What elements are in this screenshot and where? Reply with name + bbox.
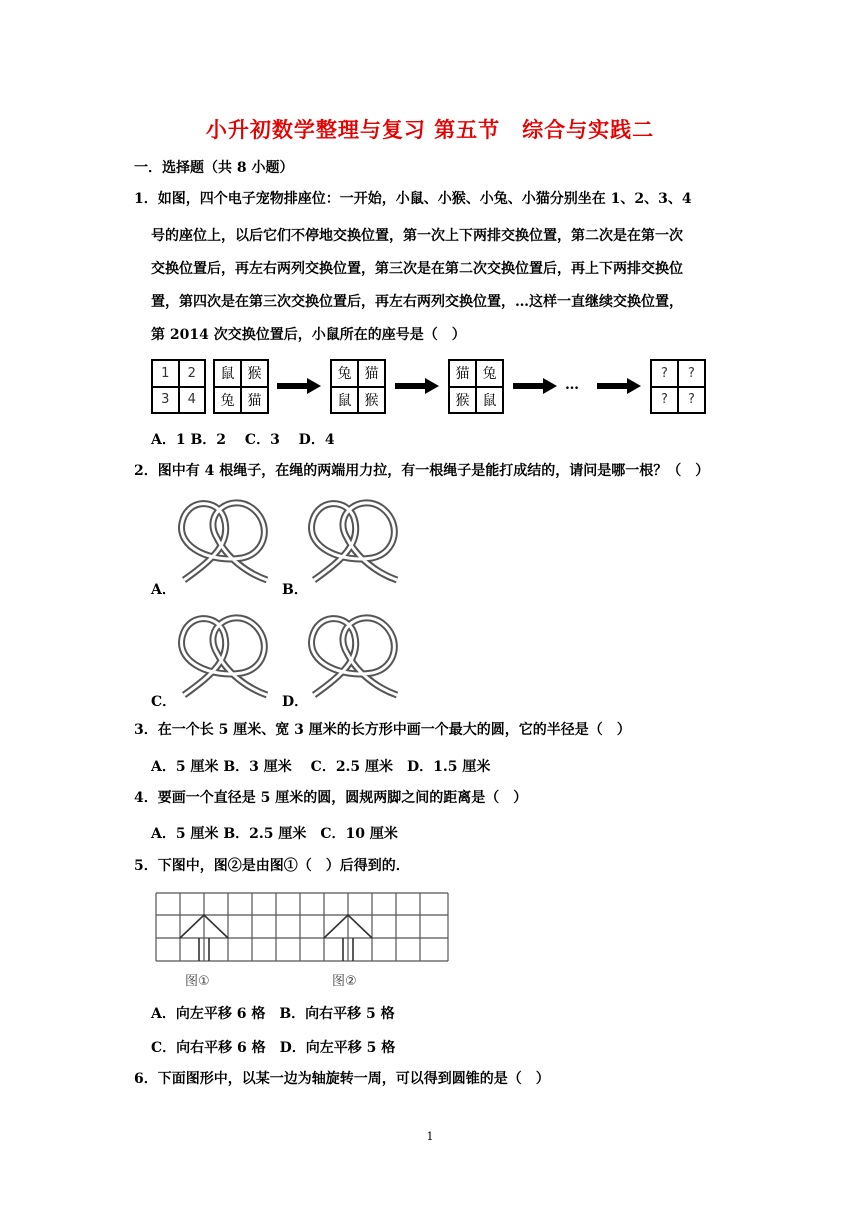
seat-grid-swap-1 (330, 359, 386, 414)
right-arrow-icon (277, 378, 321, 394)
q5-options-row-2: C．向右平移 6 格 D．向左平移 5 格 (151, 1040, 396, 1056)
rope-knot-c-icon (172, 603, 277, 703)
q1-line-1: 1．如图，四个电子宠物排座位：一开始，小鼠、小猴、小兔、小猫分别坐在 1、2、3、4 (134, 191, 692, 207)
q2-label-d: D． (282, 694, 309, 710)
page-title: 小升初数学整理与复习 第五节 综合与实践二 (205, 117, 655, 142)
seat-cell: 兔 (214, 387, 241, 414)
q1-line-3: 交换位置后，再左右两列交换位置，第三次是在第二次交换位置后，再上下两排交换位 (151, 261, 683, 277)
seat-cell: 鼠 (214, 360, 241, 387)
seat-cell: 3 (152, 387, 179, 414)
rope-knot-d-icon (302, 603, 407, 703)
q1-line-2: 号的座位上，以后它们不停地交换位置，第一次上下两排交换位置，第二次是在第一次 (151, 228, 683, 244)
seat-cell: 兔 (476, 360, 503, 387)
seat-cell: 猴 (241, 360, 268, 387)
seat-cell: ? (678, 387, 705, 414)
page-number: 1 (426, 1130, 434, 1143)
q3-options: A．5 厘米 B．3 厘米 C．2.5 厘米 D．1.5 厘米 (151, 759, 491, 775)
q2-label-c: C． (151, 694, 177, 710)
section-heading: 一．选择题（共 8 小题） (134, 160, 294, 176)
seat-cell: 1 (152, 360, 179, 387)
right-arrow-icon (513, 378, 557, 394)
q3-text: 3．在一个长 5 厘米、宽 3 厘米的长方形中画一个最大的圆，它的半径是（ ） (134, 722, 631, 738)
rope-knot-b-icon (302, 488, 407, 588)
rope-knot-a-icon (172, 488, 277, 588)
seat-cell: 猴 (449, 387, 476, 414)
q6-text: 6．下面图形中，以某一边为轴旋转一周，可以得到圆锥的是（ ） (134, 1071, 550, 1087)
right-arrow-icon (395, 378, 439, 394)
seat-grid-swap-2 (448, 359, 504, 414)
seat-cell: ? (678, 360, 705, 387)
q4-text: 4．要画一个直径是 5 厘米的圆，圆规两脚之间的距离是（ ） (134, 790, 528, 806)
q1-line-4: 置，第四次是在第三次交换位置后，再左右两列交换位置，…这样一直继续交换位置， (151, 294, 683, 310)
seat-cell: 猫 (241, 387, 268, 414)
seat-cell: 2 (179, 360, 206, 387)
ellipsis: … (565, 377, 579, 393)
seat-grid-initial (213, 359, 269, 414)
seat-cell: 鼠 (476, 387, 503, 414)
seat-cell: 猫 (449, 360, 476, 387)
q4-options: A．5 厘米 B．2.5 厘米 C．10 厘米 (151, 826, 398, 842)
q2-label-a: A． (151, 582, 176, 598)
figure-1-label: 图① (185, 974, 210, 989)
q5-options-row-1: A．向左平移 6 格 B．向右平移 5 格 (151, 1006, 395, 1022)
q2-text: 2．图中有 4 根绳子，在绳的两端用力拉，有一根绳子是能打成结的，请问是哪一根？（ ） (134, 463, 710, 479)
seat-grid-numbers (151, 359, 206, 414)
q1-options: A．1 B．2 C．3 D．4 (151, 432, 335, 448)
seat-cell: 兔 (331, 360, 358, 387)
seat-cell: 鼠 (331, 387, 358, 414)
seat-grid-unknown (650, 359, 706, 414)
figure-2-label: 图② (332, 974, 357, 989)
seat-cell: 4 (179, 387, 206, 414)
right-arrow-icon (597, 378, 641, 394)
seat-cell: 猫 (358, 360, 385, 387)
q2-label-b: B． (282, 582, 308, 598)
q1-line-5: 第 2014 次交换位置后，小鼠所在的座号是（ ） (151, 327, 466, 343)
seat-cell: ? (651, 360, 678, 387)
q5-text: 5．下图中，图②是由图①（ ）后得到的． (134, 858, 410, 874)
seat-cell: 猴 (358, 387, 385, 414)
seat-cell: ? (651, 387, 678, 414)
